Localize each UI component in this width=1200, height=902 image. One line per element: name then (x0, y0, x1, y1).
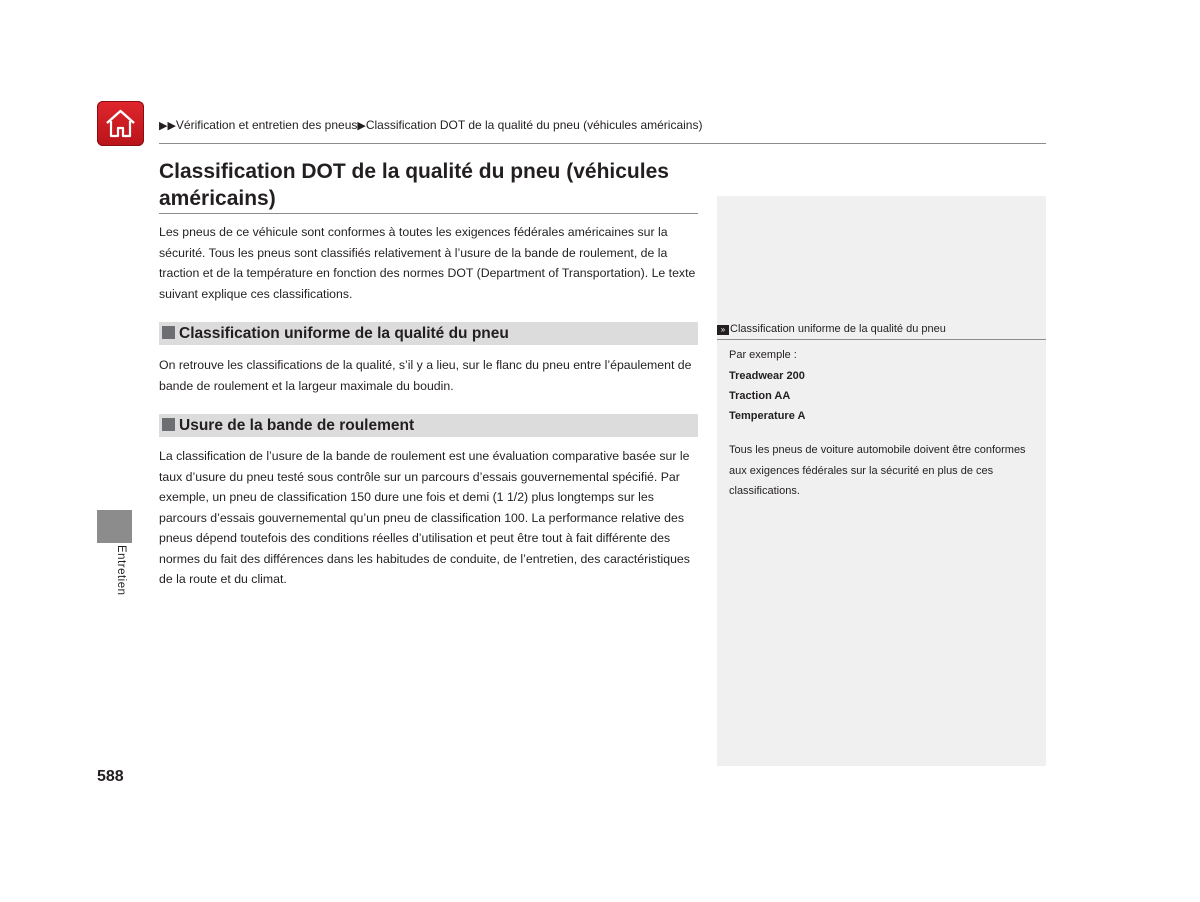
breadcrumb (159, 117, 1046, 133)
section-paragraph: La classification de l’usure de la bande de roulement est une évaluation comparative basée sur le taux d’usure du pneu testé sous contrôle sur un parcours d’essais gouvernemental spécifié. Par exemple, un pneu de classification 150 dure une fois et demi (1 1/2) plus longtemps sur les parcours d’essais gouvernemental qu’un pneu de classification 100. La performance relative des pneus dépend toutefois des conditions réelles d’utilisation et peut être tout à fait différente des normes du fait des différences dans les habitudes de conduite, de l’entretien, des caractéristiques de la route et du climat. (159, 449, 690, 586)
header-divider (159, 143, 1046, 144)
sidebar-example-item: Traction AA (729, 390, 791, 402)
sidebar-note: Tous les pneus de voiture automobile doivent être conformes aux exigences fédérales sur la sécurité en plus de ces classifications. (729, 444, 1026, 497)
breadcrumb-parent-link[interactable]: Vérification et entretien des pneus (175, 118, 358, 132)
section-paragraph: On retrouve les classifications de la qualité, s’il y a lieu, sur le flanc du pneu entre l’épaulement de bande de roulement et la largeur maximale du boudin. (159, 358, 692, 393)
intro-paragraph: Les pneus de ce véhicule sont conformes à toutes les exigences fédérales américaines sur la sécurité. Tous les pneus sont classifiés relativement à l’usure de la bande de roulement, de la traction et de la température en fonction des normes DOT (Department of Transportation). Le texte suivant explique ces classifications. (159, 225, 696, 301)
sidebar-example-item: Temperature A (729, 410, 806, 422)
breadcrumb-arrows-icon: ▶▶ (159, 120, 176, 132)
section-heading-treadwear (159, 414, 698, 437)
chapter-tab-marker[interactable] (97, 510, 132, 543)
square-bullet-icon (162, 418, 175, 431)
home-icon (103, 106, 138, 141)
page-title: Classification DOT de la qualité du pneu (véhicules américains) (159, 160, 669, 210)
square-bullet-icon (162, 326, 175, 339)
double-chevron-icon: » (717, 325, 729, 335)
section-heading-text: Classification uniforme de la qualité du pneu (179, 325, 509, 342)
title-divider (159, 213, 698, 214)
sidebar-heading (717, 322, 1046, 340)
home-button[interactable] (97, 101, 144, 146)
section-heading-uniform-grading (159, 322, 698, 345)
breadcrumb-current: Classification DOT de la qualité du pneu (véhicules américains) (365, 118, 703, 132)
sidebar-example-item: Treadwear 200 (729, 370, 805, 382)
section-heading-text: Usure de la bande de roulement (179, 417, 415, 434)
page-number: 588 (97, 768, 124, 785)
breadcrumb-separator-icon: ▶ (357, 120, 366, 132)
sidebar-heading-text: Classification uniforme de la qualité du pneu (730, 323, 946, 335)
sidebar-example-label: Par exemple : (729, 349, 797, 361)
chapter-tab-label: Entretien (115, 545, 127, 596)
